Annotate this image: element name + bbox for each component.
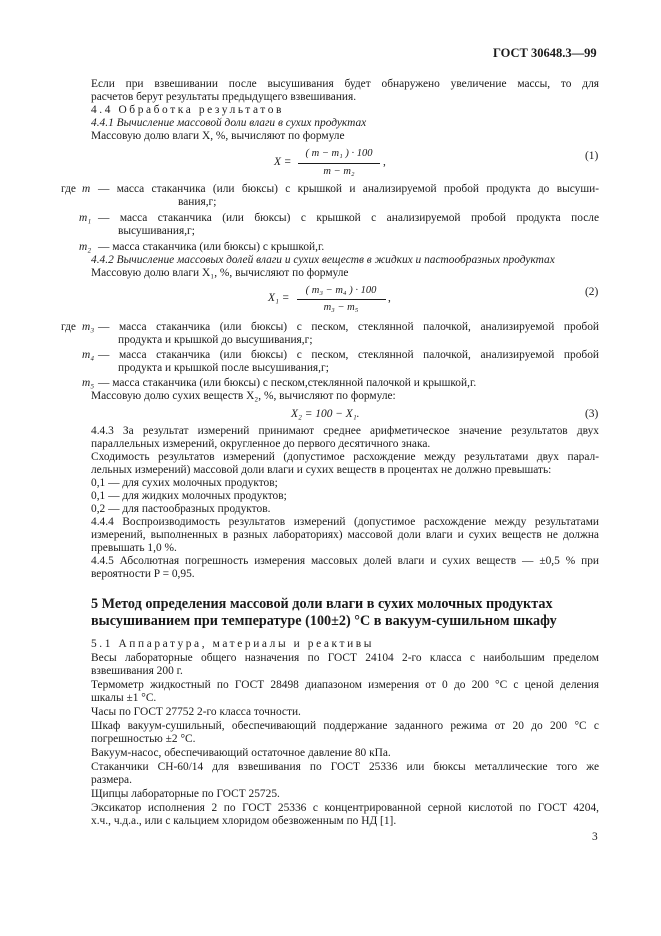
var-m4: m₄ <box>82 349 95 361</box>
formula-2-lhs: X₁ = <box>268 292 290 304</box>
formula-intro: Массовую долю влаги X₁, %, вычисляют по формуле <box>91 267 349 279</box>
where-label: где <box>61 321 76 333</box>
paragraph-line: измерений, выполненных в разных лабораториях) массовой доли влаги и сухих веществ не должна <box>91 529 599 541</box>
var-m3-definition-cont: продукта и крышкой до высушивания,г; <box>118 334 313 346</box>
var-m1: m₁ <box>79 212 92 224</box>
var-m3: m₃ <box>82 321 95 333</box>
formula-2-number: (2) <box>585 286 599 298</box>
formula-2-fraction-bar <box>297 299 386 300</box>
formula-2-denominator: m₃ − m₅ <box>323 302 359 313</box>
paragraph-line: размера. <box>91 774 132 786</box>
var-m1-definition: — масса стаканчика (или бюксы) с крышкой с анализируемой пробой продукта после <box>98 212 599 224</box>
formula-1-fraction-bar <box>298 163 380 164</box>
formula-1-number: (1) <box>585 150 599 162</box>
section-5-title-cont: высушиванием при температуре (100±2) °С в вакуум-сушильном шкафу <box>91 613 557 629</box>
paragraph-line: шкалы ±1 °С. <box>91 692 157 704</box>
paragraph-line: Если при взвешивании после высушивания будет обнаружено увеличение массы, то для <box>91 78 599 90</box>
var-m1-definition-cont: высушивания,г; <box>118 225 195 237</box>
paragraph-line: взвешивания 200 г. <box>91 665 183 677</box>
var-m-definition: — масса стаканчика (или бюксы) с крышкой и анализируемой пробой продукта до высуши- <box>98 183 599 195</box>
list-item: 0,2 — для пастообразных продуктов. <box>91 503 271 515</box>
section-5-title: 5 Метод определения массовой доли влаги в сухих молочных продуктах <box>91 596 553 612</box>
section-heading-4-4-2: 4.4.2 Вычисление массовых долей влаги и сухих веществ в жидких и пастообразных продуктах <box>91 254 555 266</box>
paragraph-line: Стаканчики СН-60/14 для взвешивания по ГОСТ 25336 или бюксы металлические того же <box>91 761 599 773</box>
section-heading-5-1: 5.1 Аппаратура, материалы и реактивы <box>91 638 375 650</box>
paragraph-line: превышать 1,0 %. <box>91 542 177 554</box>
formula-3: X₂ = 100 − X₁. <box>291 408 360 420</box>
where-label: где <box>61 183 76 195</box>
var-m3-definition: — масса стаканчика (или бюксы) с песком, стеклянной палочкой, анализируемой пробой <box>98 321 599 333</box>
var-m-definition-cont: вания,г; <box>178 196 217 208</box>
var-m2-definition: — масса стаканчика (или бюксы) с крышкой,г. <box>98 241 325 253</box>
paragraph-line: расчетов берут результаты предыдущего взвешивания. <box>91 91 357 103</box>
page-number: 3 <box>592 831 598 843</box>
paragraph-line: параллельных измерений, округленное до первого десятичного знака. <box>91 438 431 450</box>
formula-2-tail: , <box>388 292 391 304</box>
var-m4-definition-cont: продукта и крышкой после высушивания,г; <box>118 362 329 374</box>
var-m5-definition: — масса стаканчика (или бюксы) с песком,стеклянной палочкой и крышкой,г. <box>98 377 477 389</box>
paragraph-line: Весы лабораторные общего назначения по ГОСТ 24104 2-го класса с наибольшим пределом <box>91 652 599 664</box>
paragraph-line: 4.4.3 За результат измерений принимают среднее арифметическое значение результатов двух <box>91 425 599 437</box>
standard-number: ГОСТ 30648.3—99 <box>493 46 597 60</box>
var-m: m <box>82 183 91 195</box>
formula-1-numerator: ( m − m₁ ) · 100 <box>305 148 373 159</box>
var-m5: m₅ <box>82 377 95 389</box>
formula-intro: Массовую долю влаги X, %, вычисляют по формуле <box>91 130 345 142</box>
paragraph-line: погрешностью ±2 °С. <box>91 733 196 745</box>
paragraph-line: Сходимость результатов измерений (допустимое расхождение между результатами двух парал- <box>91 451 599 463</box>
paragraph-line: Термометр жидкостный по ГОСТ 28498 диапазоном измерения от 0 до 200 °С с ценой деления <box>91 679 599 691</box>
paragraph-line: лельных измерений) массовой доли влаги и сухих веществ в процентах не должно превышать: <box>91 464 552 476</box>
paragraph-line: Вакуум-насос, обеспечивающий остаточное давление 80 кПа. <box>91 747 391 759</box>
formula-2-numerator: ( m₃ − m₄ ) · 100 <box>305 285 377 296</box>
list-item: 0,1 — для сухих молочных продуктов; <box>91 477 278 489</box>
paragraph-line: 4.4.5 Абсолютная погрешность измерения массовых долей влаги и сухих веществ — ±0,5 % при <box>91 555 599 567</box>
formula-intro: Массовую долю сухих веществ X₂, %, вычисляют по формуле: <box>91 390 396 402</box>
paragraph-line: Щипцы лабораторные по ГОСТ 25725. <box>91 788 280 800</box>
paragraph-line: 4.4.4 Воспроизводимость результатов измерений (допустимое расхождение между результатами <box>91 516 599 528</box>
paragraph-line: Эксикатор исполнения 2 по ГОСТ 25336 с концентрированной серной кислотой по ГОСТ 4204, <box>91 802 599 814</box>
formula-1-tail: , <box>383 156 386 168</box>
formula-3-number: (3) <box>585 408 599 420</box>
paragraph-line: х.ч., ч.д.а., или с кальцием хлоридом обезвоженным по НД [1]. <box>91 815 397 827</box>
formula-1-lhs: X = <box>274 156 292 168</box>
var-m2: m₂ <box>79 241 92 253</box>
formula-1-denominator: m − m₂ <box>323 166 355 177</box>
paragraph-line: вероятности P = 0,95. <box>91 568 195 580</box>
paragraph-line: Шкаф вакуум-сушильный, обеспечивающий поддержание заданного режима от 20 до 200 °С с <box>91 720 599 732</box>
var-m4-definition: — масса стаканчика (или бюксы) с песком, стеклянной палочкой, анализируемой пробой <box>98 349 599 361</box>
section-heading-4-4-1: 4.4.1 Вычисление массовой доли влаги в сухих продуктах <box>91 117 367 129</box>
list-item: 0,1 — для жидких молочных продуктов; <box>91 490 287 502</box>
section-heading-4-4: 4.4 Обработка результатов <box>91 104 285 116</box>
paragraph-line: Часы по ГОСТ 27752 2-го класса точности. <box>91 706 301 718</box>
